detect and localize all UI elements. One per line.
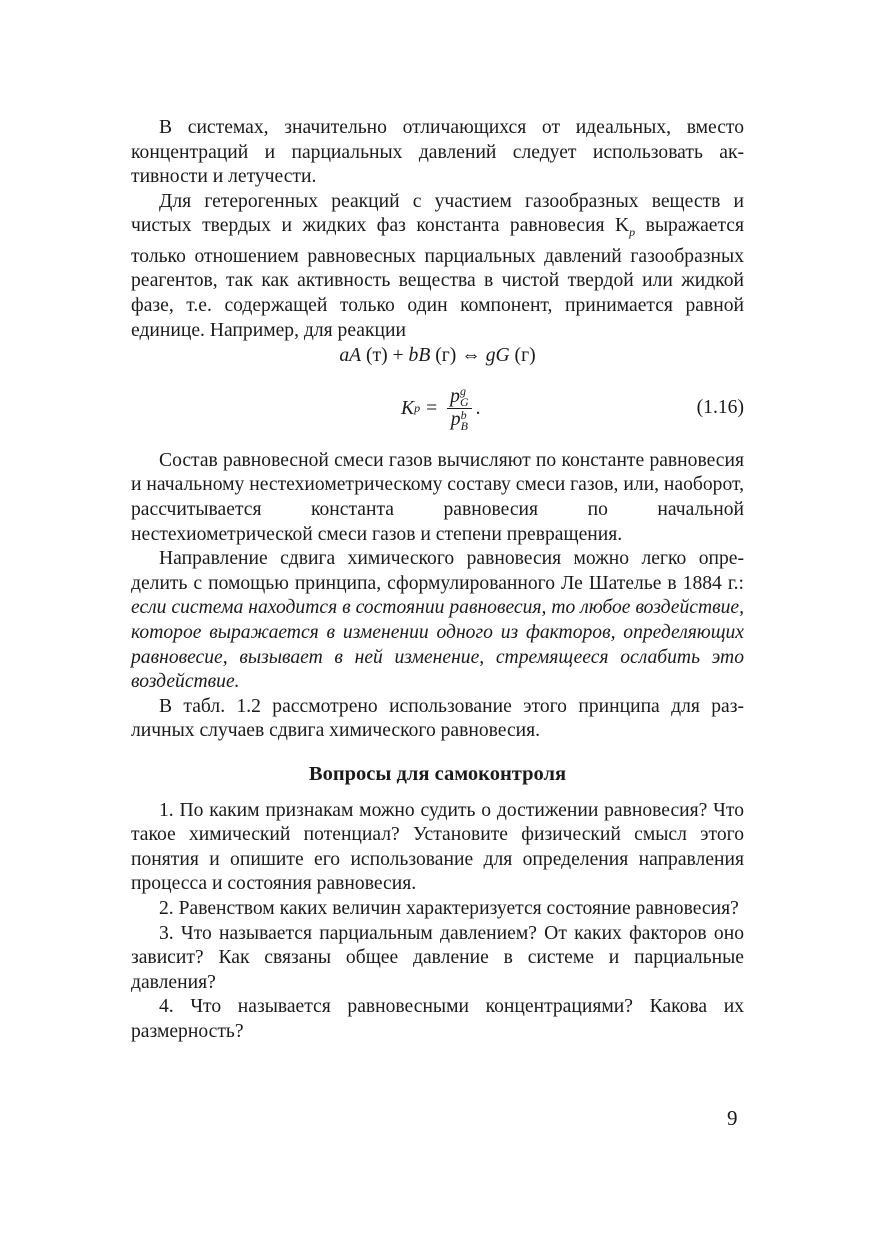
paragraph-ideal-systems: В системах, значительно отличающихся от идеальных, вместо концентраций и парциальных давлений следует использовать активности и летучести. — [131, 117, 744, 188]
species-g: G — [495, 345, 510, 367]
paragraph-heterogeneous-text-2: выражается только отношением равновесных парциальных давлений газообразных реагентов, так как активность вещества в чистой твердой или жидкой фазе, т.е. содержащей только один компонент, принимается равной единице. Например, для реакции — [131, 215, 744, 341]
formula-dot: . — [475, 397, 481, 419]
coef-a: a — [339, 345, 350, 367]
den-sub: B — [460, 418, 468, 433]
species-a: A — [349, 345, 362, 367]
section-heading: Вопросы для самоконтроля — [308, 762, 567, 785]
formula-lhs: K — [401, 397, 415, 419]
formula-equals: = — [426, 397, 438, 419]
plus-sign: + — [392, 345, 404, 367]
coef-g: g — [485, 345, 496, 367]
paragraph-le-chatelier — [131, 547, 744, 695]
den-sup: b — [460, 407, 467, 422]
question-1: 1. По каким признакам можно судить о достижении равновесия? Что такое химический потенциал? Установите физический смысл этого понятия и опишите его использование для определения направления процесса и состояния равновесия. — [131, 799, 744, 895]
formula-lhs-sub: p — [414, 401, 421, 416]
reaction-equation — [131, 344, 744, 369]
num-p: p — [450, 385, 460, 407]
question-3: 3. Что называется парциальным давлением? От каких факторов оно зависит? Как связаны общее давление в системе и парциальные давления? — [131, 922, 744, 993]
num-sub: G — [459, 395, 469, 410]
species-b: B — [418, 345, 431, 367]
question-2: 2. Равенством каких величин характеризуется состояние равновесия? — [159, 897, 739, 919]
num-sup: g — [459, 384, 466, 399]
page-number: 9 — [727, 1106, 738, 1130]
formula-expression — [401, 377, 481, 441]
formula-fraction — [447, 386, 471, 432]
equation-number: (1.16) — [696, 396, 744, 418]
equilibrium-arrow: ⇔ — [461, 345, 481, 367]
le-chatelier-principle: если система находится в состоянии равновесия, то любое воздействие, которое выражается в изменении одного из факторов, определяющих равновесие, вызывает в ней изменение, стремящееся ослабить это воздействие. — [131, 597, 744, 693]
le-chatelier-intro: Направление сдвига химического равновесия можно легко определить с помощью принципа, сформулированного Ле Шателье в 1884 г.: — [131, 548, 744, 594]
question-4: 4. Что называется равновесными концентрациями? Какова их размерность? — [131, 996, 744, 1042]
coef-b: b — [408, 345, 419, 367]
phase-gas-b: (г) — [435, 345, 457, 367]
paragraph-heterogeneous — [131, 190, 744, 343]
formula-denominator — [448, 409, 471, 432]
formula-numerator — [447, 386, 471, 410]
page-body — [131, 116, 744, 1045]
paragraph-composition: Состав равновесной смеси газов вычисляют по константе равновесия и начальному нестехиометрическому составу смеси газов, или, наоборот, рассчитывается константа равновесия по начальной нестехиометрической смеси газов и степени превращения. — [131, 449, 744, 545]
paragraph-heterogeneous-text-1: Для гетерогенных реакций с участием газообразных веществ и чистых твердых и жидких фаз константа равновесия K — [131, 190, 744, 237]
den-p: p — [450, 409, 461, 431]
kp-subscript: p — [629, 225, 636, 240]
formula-1-16 — [131, 377, 744, 441]
paragraph-table-ref: В табл. 1.2 рассмотрено использование этого принципа для различных случаев сдвига химического равновесия. — [131, 695, 744, 742]
phase-solid: (т) — [366, 345, 388, 367]
phase-gas-g: (г) — [514, 345, 536, 367]
